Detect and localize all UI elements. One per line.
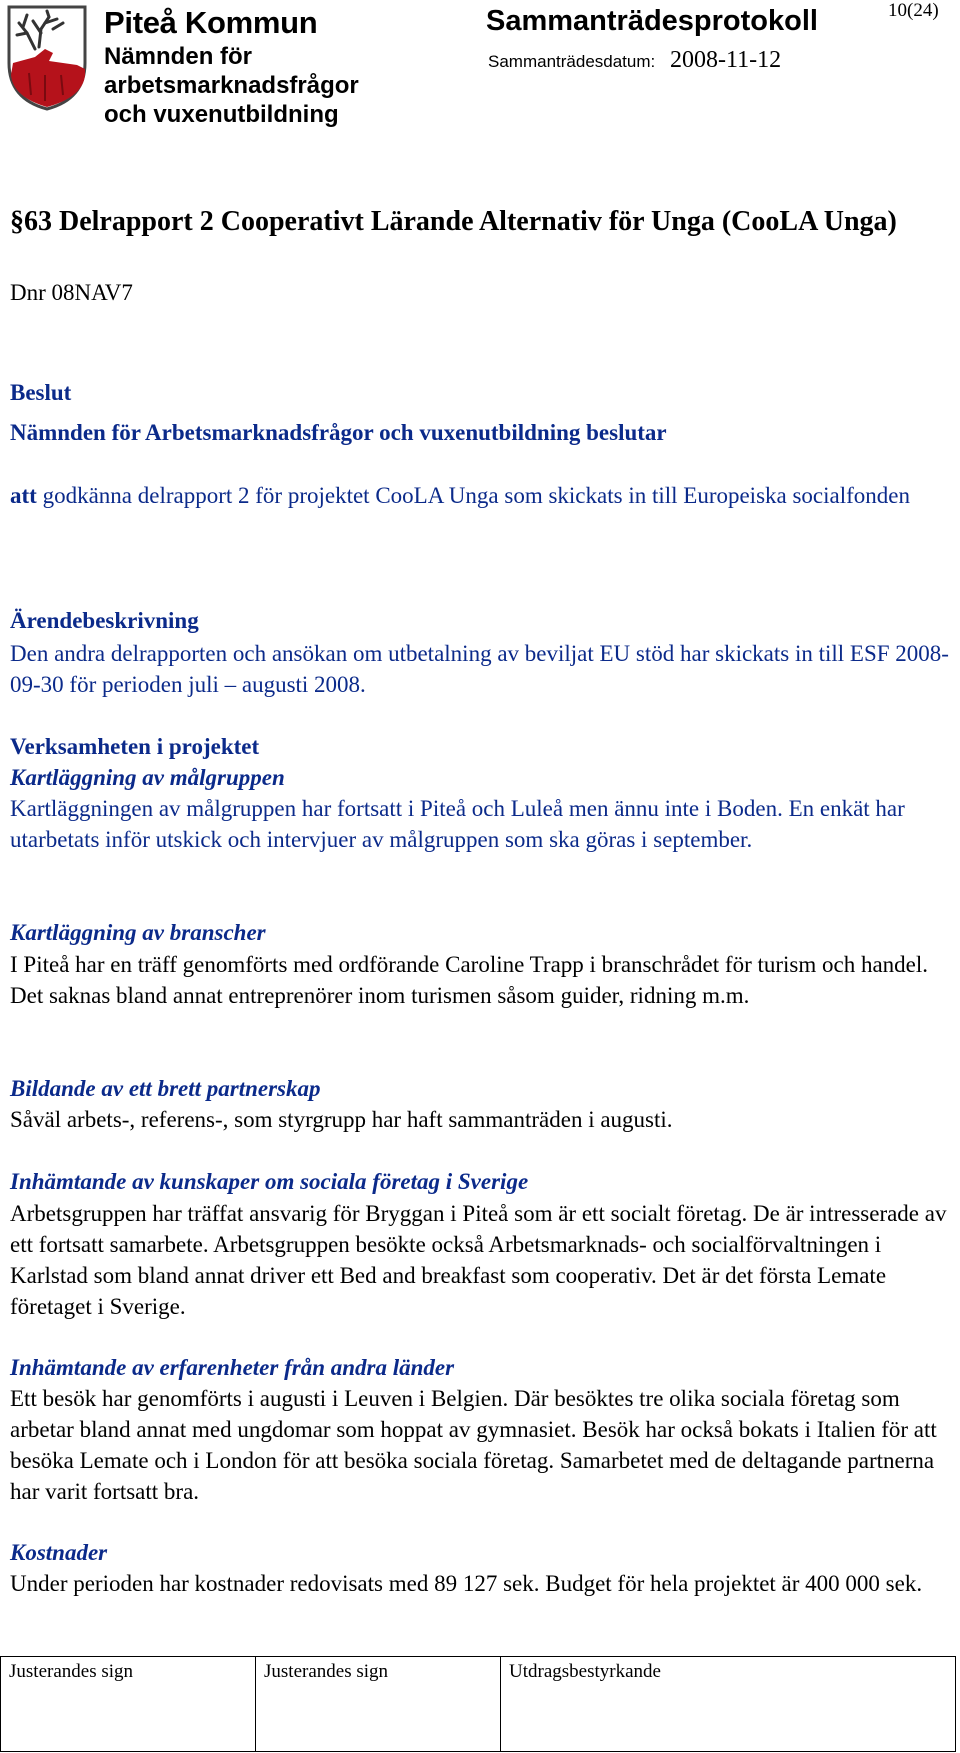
org-subtitle [104, 42, 359, 129]
signature-table [0, 1656, 956, 1752]
page-number: 10(24) [888, 0, 939, 21]
kart-mal-heading: Kartläggning av målgruppen [10, 765, 285, 790]
arende-text: Den andra delrapporten och ansökan om utbetalning av beviljat EU stöd har skickats in till ESF 2008-09-30 för perioden juli – augusti 2008. [10, 641, 949, 697]
org-sub-line: Nämnden för [104, 43, 253, 70]
att-text: godkänna delrapport 2 för projektet CooLA Unga som skickats in till Europeiska socialfonden [42, 483, 910, 508]
reindeer-logo-icon [5, 3, 89, 113]
org-name: Piteå Kommun [104, 5, 318, 40]
kart-mal-text: Kartläggningen av målgruppen har fortsatt i Piteå och Luleå men ännu inte i Boden. En enkät har utarbetats inför utskick och intervjuer av målgruppen som ska göras i september. [10, 796, 905, 852]
arende-heading: Ärendebeskrivning [10, 608, 199, 633]
certification-cell: Utdragsbestyrkande [501, 1657, 956, 1752]
att-word: att [10, 483, 37, 508]
inh2-text: Ett besök har genomförts i augusti i Leuven i Belgien. Där besöktes tre olika sociala företag som arbetar bland annat med ungdomar som hoppat av gymnasiet. Besök har också bokats i Italien för att besöka Lemate och i London för att besöka sociala företag. Samarbetet med de deltagande partnerna har varit fortsatt bra. [10, 1386, 937, 1504]
beslut-heading: Beslut [10, 380, 72, 405]
kart-bra-text: I Piteå har en träff genomförts med ordförande Caroline Trapp i branschrådet för turism och handel. Det saknas bland annat entreprenörer inom turismen såsom guider, ridning m.m. [10, 952, 929, 1008]
sign-cell-2: Justerandes sign [256, 1657, 501, 1752]
kost-text: Under perioden har kostnader redovisats med 89 127 sek. Budget för hela projektet är 400 000 sek. [10, 1571, 923, 1596]
section-title: §63 Delrapport 2 Cooperativt Lärande Alternativ för Unga (CooLA Unga) [10, 206, 897, 237]
att-clause [10, 480, 945, 511]
date-label: Sammanträdesdatum: [488, 52, 656, 71]
inh1-text: Arbetsgruppen har träffat ansvarig för Bryggan i Piteå som är ett socialt företag. De är intresserade av ett fortsatt samarbete. Arbetsgruppen besökte också Arbetsmarknads- och socialförvaltningen i Karlstad som bland annat driver ett Bed and breakfast som cooperativ. Det är det första Lemate företaget i Sverige. [10, 1201, 947, 1319]
kart-bra-heading: Kartläggning av branscher [10, 920, 266, 945]
dnr: Dnr 08NAV7 [10, 280, 133, 305]
beslut-body: Nämnden för Arbetsmarknadsfrågor och vuxenutbildning beslutar [10, 420, 667, 445]
date-value: 2008-11-12 [670, 47, 782, 73]
bild-text: Såväl arbets-, referens-, som styrgrupp har haft sammanträden i augusti. [10, 1107, 673, 1132]
inh2-heading: Inhämtande av erfarenheter från andra länder [10, 1355, 455, 1380]
verksamhet-heading: Verksamheten i projektet [10, 734, 260, 759]
org-sub-line: arbetsmarknadsfrågor [104, 72, 359, 99]
org-sub-line: och vuxenutbildning [104, 101, 339, 128]
inh1-heading: Inhämtande av kunskaper om sociala företag i Sverige [10, 1169, 529, 1194]
document-title: Sammanträdesprotokoll [486, 5, 818, 37]
bild-heading: Bildande av ett brett partnerskap [10, 1076, 321, 1101]
kost-heading: Kostnader [10, 1540, 108, 1565]
sign-cell-1: Justerandes sign [1, 1657, 256, 1752]
